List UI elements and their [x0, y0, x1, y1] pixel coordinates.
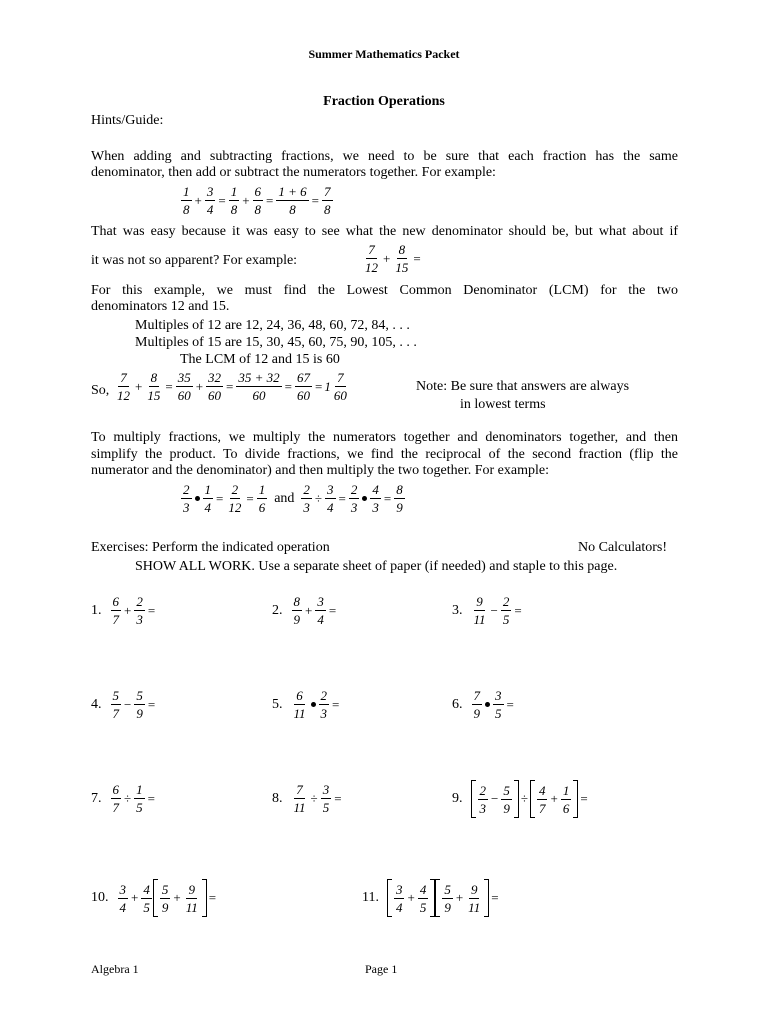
show-all-work: SHOW ALL WORK. Use a separate sheet of paper (if needed) and staple to this page.: [135, 559, 618, 574]
fraction: $\frac{3}{4}$: [327, 482, 334, 515]
note-line1: Note: Be sure that answers are always: [416, 379, 630, 394]
footer-page-number: Page 1: [365, 962, 398, 976]
exercise-6: 6. $\frac{7}{9}$ $\frac{3}{5}$ =: [452, 688, 514, 721]
lcm-example: $\frac{7}{12}$ + $\frac{8}{15}$ = $\frac{35}{60}$ + $\frac{32}{60}$ = $\frac{35 + 32}{60}$ = $\frac{67}{60}$ = 1 $\frac{7}{60}$: [117, 370, 347, 403]
exercise-1: 1. $\frac{6}{7}$ + $\frac{2}{3}$ =: [91, 594, 156, 627]
fraction: $\frac{2}{3}$: [350, 482, 358, 515]
fraction: $\frac{8}{15}$: [147, 370, 161, 403]
fraction: $\frac{35}{60}$: [177, 370, 191, 403]
fraction: $\frac{1}{8}$: [230, 184, 238, 217]
fraction: $\frac{7}{8}$: [324, 184, 331, 217]
fraction: $\frac{8}{15}$: [395, 242, 409, 275]
exercise-10: 10. $\frac{3}{4}$ + $\frac{4}{5}$ $\frac{5}{9}$ + $\frac{9}{11}$ =: [91, 879, 218, 917]
fraction: $\frac{7}{12}$: [365, 242, 378, 275]
note-line2: in lowest terms: [460, 397, 546, 412]
left-bracket: [471, 780, 476, 818]
and-label: and: [274, 490, 295, 506]
multiples-of-15: Multiples of 15 are 15, 30, 45, 60, 75, 90, 105, . . .: [135, 335, 417, 350]
fraction: $\frac{6}{8}$: [254, 184, 262, 217]
easy-line1: That was easy because it was easy to see what the new denominator should be, but what about if: [91, 224, 678, 239]
lcm-line1: For this example, we must find the Lowest Common Denominator (LCM) for the two: [91, 283, 678, 298]
fraction: $\frac{2}{3}$: [303, 482, 310, 515]
section-title: Fraction Operations: [323, 94, 445, 109]
fraction: $\frac{67}{60}$: [297, 370, 310, 403]
footer-course: Algebra 1: [91, 962, 139, 976]
fraction: $\frac{1}{6}$: [258, 482, 266, 515]
right-bracket: [202, 879, 207, 917]
left-bracket: [530, 780, 535, 818]
adding-para-line1: When adding and subtracting fractions, we need to be sure that each fraction has the same: [91, 149, 678, 164]
left-bracket: [153, 879, 158, 917]
exercise-3: 3. $\frac{9}{11}$ − $\frac{2}{5}$ =: [452, 594, 522, 627]
lcm-result: The LCM of 12 and 15 is 60: [180, 352, 340, 367]
multiply-dot: [485, 702, 490, 707]
multiply-example: $\frac{2}{3}$ $\frac{1}{4}$ = $\frac{2}{12}$ = $\frac{1}{6}$ and $\frac{2}{3}$ ÷ $\frac{3}{4}$ = $\frac{2}{3}$ $\frac{4}{3}$ = $\frac{8}{9}$: [183, 482, 403, 515]
easy-line2: it was not so apparent? For example:: [91, 253, 298, 268]
multiply-dot: [195, 496, 200, 501]
fraction: $\frac{35 + 32}{60}$: [238, 370, 280, 403]
multiply-dot: [311, 702, 316, 707]
fraction: $\frac{1 + 6}{8}$: [278, 184, 307, 217]
fraction: $\frac{2}{12}$: [228, 482, 242, 515]
fraction: $\frac{2}{3}$: [183, 482, 190, 515]
adding-example: $\frac{1}{8}$ + $\frac{3}{4}$ = $\frac{1}{8}$ + $\frac{6}{8}$ = $\frac{1 + 6}{8}$ = $\frac{7}{8}$: [183, 184, 331, 217]
adding-para-line2: denominator, then add or subtract the numerators together. For example:: [91, 165, 496, 180]
fraction: $\frac{7}{60}$: [333, 370, 347, 403]
fraction: $\frac{8}{9}$: [396, 482, 403, 515]
exercise-8: 8. $\frac{7}{11}$ ÷ $\frac{3}{5}$ =: [272, 782, 342, 815]
multiply-line3: numerator and the denominator) and then multiply the two together. For example:: [91, 463, 549, 478]
hints-label: Hints/Guide:: [91, 113, 164, 128]
example2-expression: $\frac{7}{12}$ + $\frac{8}{15}$ =: [365, 242, 421, 275]
multiply-line1: To multiply fractions, we multiply the numerators together and denominators together, and then: [91, 430, 678, 445]
fraction: $\frac{1}{4}$: [204, 482, 211, 515]
exercise-9: 9. $\frac{2}{3}$ − $\frac{5}{9}$ ÷ $\frac{4}{7}$ + $\frac{1}{6}$ =: [452, 780, 590, 818]
exercise-5: 5. $\frac{6}{11}$ $\frac{2}{3}$ =: [272, 688, 340, 721]
exercise-11: 11. $\frac{3}{4}$ + $\frac{4}{5}$ $\frac{5}{9}$ + $\frac{9}{11}$ =: [362, 879, 501, 917]
right-bracket: [484, 879, 489, 917]
exercise-2: 2. $\frac{8}{9}$ + $\frac{3}{4}$ =: [272, 594, 337, 627]
fraction: $\frac{4}{3}$: [372, 482, 379, 515]
exercises-heading: Exercises: Perform the indicated operation: [91, 540, 330, 555]
exercise-7: 7. $\frac{6}{7}$ ÷ $\frac{1}{5}$ =: [91, 782, 155, 815]
no-calculators: No Calculators!: [578, 540, 668, 555]
multiply-line2: simplify the product. To divide fractions, we find the reciprocal of the second fraction (flip the: [91, 447, 678, 462]
exercise-4: 4. $\frac{5}{7}$ − $\frac{5}{9}$ =: [91, 688, 156, 721]
fraction: $\frac{3}{4}$: [206, 184, 214, 217]
so-label: So,: [91, 383, 110, 398]
fraction: $\frac{7}{12}$: [117, 370, 130, 403]
left-bracket: [387, 879, 392, 917]
fraction: $\frac{32}{60}$: [208, 370, 222, 403]
multiply-dot: [362, 496, 367, 501]
fraction: $\frac{1}{8}$: [183, 184, 190, 217]
multiples-of-12: Multiples of 12 are 12, 24, 36, 48, 60, 72, 84, . . .: [135, 318, 410, 333]
packet-title: Summer Mathematics Packet: [308, 47, 460, 61]
right-bracket: [573, 780, 578, 818]
right-bracket: [514, 780, 519, 818]
left-bracket: [435, 879, 440, 917]
lcm-line2: denominators 12 and 15.: [91, 299, 230, 314]
